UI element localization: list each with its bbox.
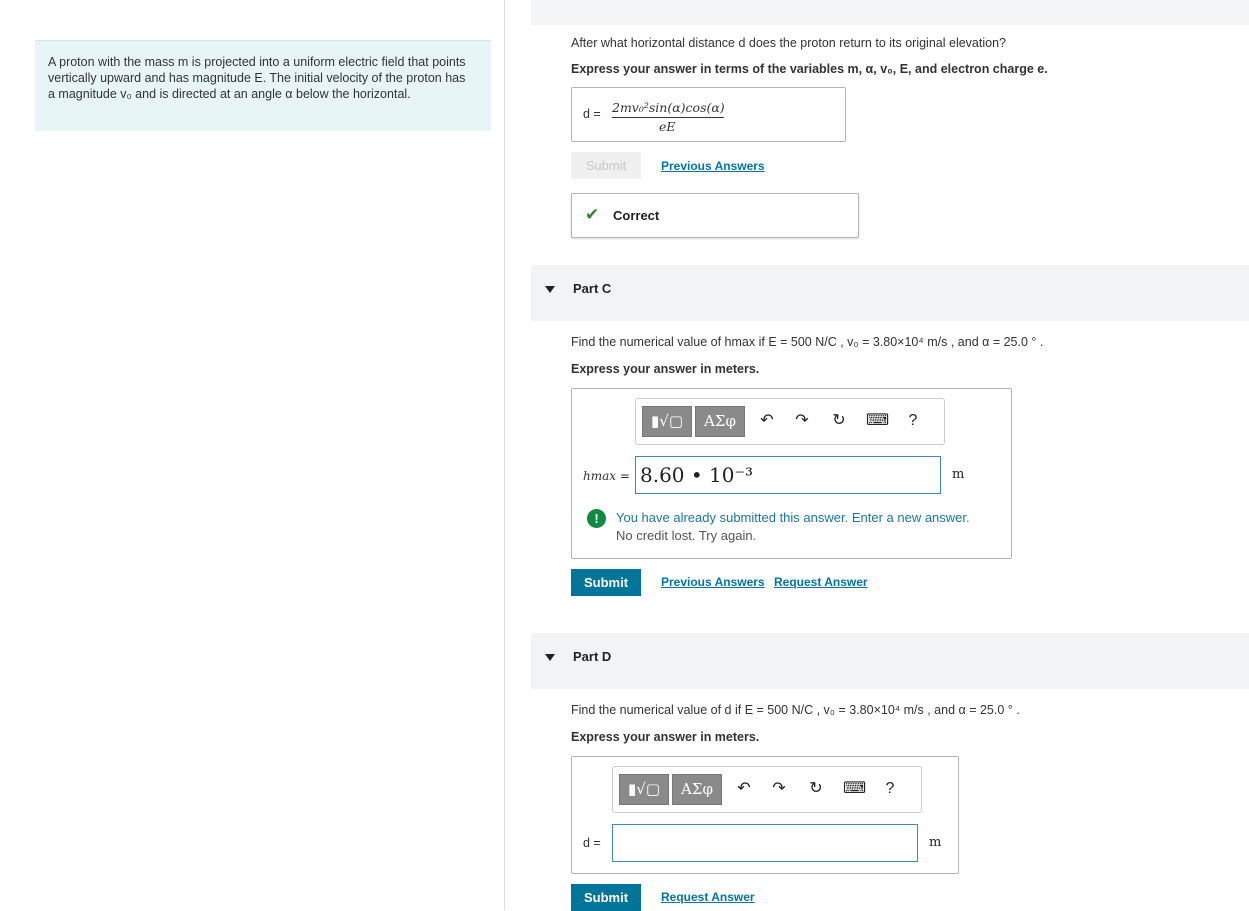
part-b-answer-numerator: 2mv₀²sin(α)cos(α) — [612, 100, 725, 115]
part-d-answer-label: d = — [583, 836, 601, 850]
part-d-answer-area — [571, 756, 959, 874]
part-d-submit-button[interactable]: Submit — [571, 884, 641, 911]
part-c-answer-area — [571, 388, 1012, 559]
part-d-title: Part D — [573, 649, 612, 664]
part-c-instruction: Express your answer in meters. — [571, 362, 760, 376]
part-b-answer-box — [571, 87, 846, 142]
part-b-feedback — [571, 193, 859, 238]
undo-icon[interactable]: ↶ — [737, 780, 751, 797]
part-c-title: Part C — [573, 281, 612, 296]
part-c-answer-value: 8.60 • 10⁻³ — [640, 463, 754, 487]
templates-button[interactable]: ▮√▢ — [619, 774, 669, 805]
feedback-correct-text: Correct — [613, 208, 660, 223]
reset-icon[interactable]: ↻ — [809, 780, 823, 797]
part-c-previous-answers-link[interactable]: Previous Answers — [661, 575, 765, 589]
part-d-unit: m — [929, 835, 942, 850]
part-c-header[interactable] — [531, 265, 1249, 321]
part-b-previous-answers-link[interactable]: Previous Answers — [661, 159, 765, 173]
help-button[interactable]: ? — [908, 412, 918, 429]
redo-icon[interactable]: ↷ — [772, 780, 786, 797]
part-c-answer-label: hmax = — [583, 469, 630, 483]
part-d-request-answer-link[interactable]: Request Answer — [661, 890, 755, 904]
redo-icon[interactable]: ↷ — [795, 412, 809, 429]
math-toolbar — [612, 766, 922, 813]
keyboard-icon[interactable]: ⌨ — [843, 780, 867, 797]
part-d-instruction: Express your answer in meters. — [571, 730, 760, 744]
part-c-request-answer-link[interactable]: Request Answer — [774, 575, 868, 589]
part-b-answer-denominator: eE — [659, 119, 676, 134]
part-b-header-bar — [531, 0, 1249, 25]
templates-button[interactable]: ▮√▢ — [642, 406, 692, 437]
fraction-bar — [612, 117, 724, 118]
help-button[interactable]: ? — [885, 780, 895, 797]
checkmark-icon: ✔ — [585, 205, 600, 224]
part-b-question: After what horizontal distance d does the proton return to its original elevation? — [571, 36, 1006, 50]
part-b-instruction: Express your answer in terms of the variables m, α, v₀, E, and electron charge e. — [571, 62, 1048, 76]
part-c-submit-button[interactable]: Submit — [571, 569, 641, 596]
part-b-submit-button[interactable]: Submit — [571, 152, 641, 179]
part-d-question: Find the numerical value of d if E = 500 N/C , v₀ = 3.80×10⁴ m/s , and α = 25.0 ° . — [571, 703, 1020, 717]
part-c-message: You have already submitted this answer. Enter a new answer. — [616, 510, 970, 525]
greek-symbols-button[interactable]: ΑΣφ — [695, 406, 745, 437]
column-divider — [504, 0, 505, 910]
part-c-unit: m — [952, 467, 965, 482]
part-c-message-hint: No credit lost. Try again. — [616, 528, 757, 543]
info-icon: ! — [587, 509, 606, 528]
problem-statement-panel — [35, 40, 491, 131]
reset-icon[interactable]: ↻ — [832, 412, 846, 429]
part-c-answer-input[interactable] — [635, 456, 941, 494]
caret-down-icon — [545, 654, 555, 661]
part-d-header[interactable] — [531, 633, 1249, 689]
problem-text: A proton with the mass m is projected into a uniform electric field that points vertically upward and has magnitude E. The initial velocity of the proton has a magnitude v₀ and is directed at an angle α below the horizontal. — [48, 55, 466, 101]
part-d-answer-input[interactable] — [612, 824, 918, 862]
greek-symbols-button[interactable]: ΑΣφ — [672, 774, 722, 805]
math-toolbar — [635, 398, 945, 445]
caret-down-icon — [545, 286, 555, 293]
undo-icon[interactable]: ↶ — [760, 412, 774, 429]
part-b-answer-label: d = — [583, 107, 601, 121]
keyboard-icon[interactable]: ⌨ — [866, 412, 890, 429]
part-c-question: Find the numerical value of hmax if E = 500 N/C , v₀ = 3.80×10⁴ m/s , and α = 25.0 ° . — [571, 335, 1044, 349]
